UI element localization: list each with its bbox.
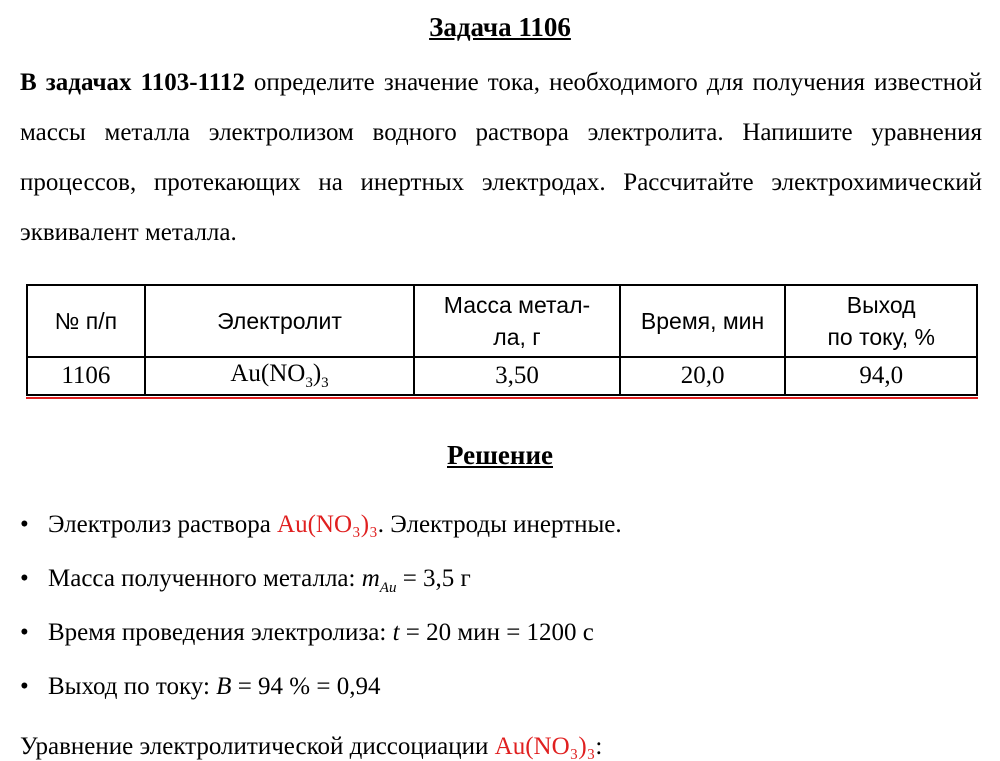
list-item [20,498,622,552]
formula: Au(NO₃)₃ [494,733,596,760]
bullet-icon: • [20,511,29,538]
electrolyte-sub2: 3 [321,375,329,391]
bullet-text: Масса полученного металла: [48,565,362,592]
header-time-label: Время, мин [640,308,765,334]
solution-title: Решение [447,440,553,470]
cell-mass: 3,50 [414,357,620,395]
list-item [20,660,622,714]
bullet-icon: • [20,673,29,700]
header-yield [785,285,977,357]
list-item [20,552,622,606]
math-value: = 3,5 г [396,565,471,592]
bullet-icon: • [20,565,29,592]
bullet-text: Выход по току: [48,673,217,700]
task-title: Задача 1106 [429,12,571,42]
bullet-text-after: . Электроды инертные. [377,511,622,538]
electrolyte-base: Au(NO [230,360,306,387]
header-number-label: № п/п [54,308,118,334]
header-electrolyte [145,285,414,357]
cell-number: 1106 [27,357,145,395]
dissociation-colon: : [595,733,603,760]
task-range: В задачах 1103-1112 [20,69,245,96]
cell-electrolyte [145,357,414,395]
list-item [20,606,622,660]
bullet-icon: • [20,619,29,646]
given-list [20,498,622,714]
table-row [27,357,977,395]
table-header-row [27,285,977,357]
electrolyte-mid: ) [312,360,322,387]
task-text: определите значение тока, необходимого для получения известной массы металла электролизом водного раствора электролита. Напишите уравнения процессов, протекающих на инертных электродах. Рассчитайте электрохимический эквивалент металла. [20,69,982,246]
formula: Au(NO₃)₃ [277,511,378,538]
red-underline [26,397,978,399]
math-variable: B [216,673,232,700]
header-number [27,285,145,357]
cell-time: 20,0 [620,357,786,395]
header-mass-label: Масса метал- ла, г [443,292,591,350]
data-table [26,284,978,396]
header-time [620,285,786,357]
dissociation-heading [20,733,602,761]
math-variable: t [392,619,400,646]
electrolyte-sub1: 3 [305,375,313,391]
header-yield-label: Выход по току, % [827,292,935,350]
math-variable: m [361,565,380,592]
header-electrolyte-label: Электролит [217,308,342,334]
math-value: = 94 % = 0,94 [231,673,381,700]
cell-yield: 94,0 [785,357,977,395]
data-table-wrap [26,284,978,396]
dissociation-text: Уравнение электролитической диссоциации [20,733,495,760]
bullet-text: Электролиз раствора [48,511,278,538]
bullet-text: Время проведения электролиза: [48,619,393,646]
math-value: = 20 мин = 1200 с [399,619,594,646]
math-subscript: Au [379,580,397,596]
task-statement [20,58,982,258]
header-mass [414,285,620,357]
